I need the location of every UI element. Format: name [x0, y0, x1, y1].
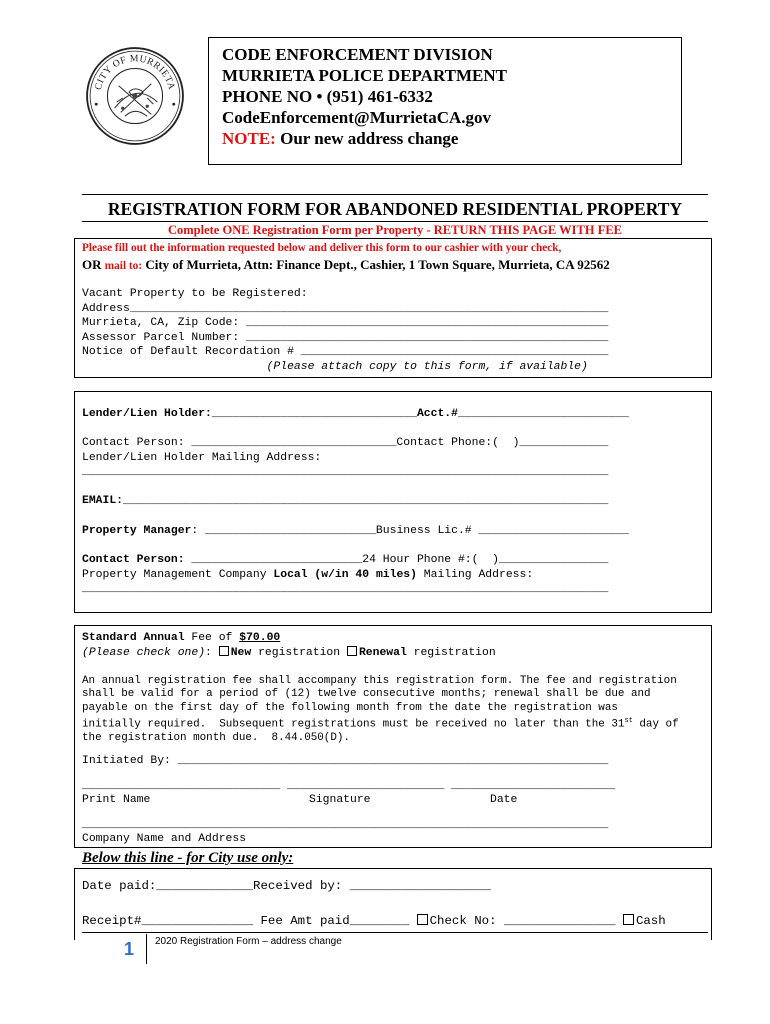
email-row[interactable] — [82, 494, 608, 509]
instructions-line1: Please fill out the information requested below and deliver this form to our cashier with your check, — [82, 242, 562, 254]
new-registration-label: registration — [251, 647, 347, 659]
check-no-field[interactable]: Check No: _______________ — [429, 914, 623, 928]
fee-paragraph-line4-end: day of — [632, 718, 679, 731]
svg-text:CITY OF MURRIETA: CITY OF MURRIETA — [92, 53, 178, 92]
footer-text: 2020 Registration Form – address change — [155, 936, 342, 947]
form-title: REGISTRATION FORM FOR ABANDONED RESIDENTIAL PROPERTY — [107, 199, 683, 219]
pm-contact-label: Contact Person: — [82, 554, 185, 566]
check-one-row — [82, 646, 496, 661]
renewal-label: Renewal — [358, 647, 407, 659]
lender-contact-field[interactable]: Contact Person: ______________________________Contact Phone:( )_____________ — [82, 437, 609, 449]
fee-paragraph-line1: An annual registration fee shall accompany this registration form. The fee and registration — [82, 675, 677, 687]
lender-mailing-line[interactable]: _____________________________________________________________________________ — [82, 466, 609, 478]
lender-mailing-label: Lender/Lien Holder Mailing Address: — [82, 451, 322, 464]
instr-or: OR — [82, 257, 105, 272]
address-field[interactable]: Address______________________________________________________________________ — [82, 302, 609, 315]
initiated-by-field[interactable]: Initiated By: _______________________________________________________________ — [82, 755, 609, 767]
lender-holder-line[interactable]: ______________________________ — [211, 408, 417, 420]
pm-mailing-label: Mailing Address: — [416, 568, 534, 581]
acct-label: Acct.# — [416, 408, 458, 420]
instr-mail-to: mail to: — [104, 260, 143, 272]
title-bottom-rule — [82, 221, 708, 222]
email-label: EMAIL: — [82, 495, 124, 507]
fee-paragraph-sup: st — [624, 716, 633, 725]
city-row1[interactable]: Date paid:_____________Received by: ___________________ — [82, 879, 491, 893]
fee-paragraph-line5: the registration month due. 8.44.050(D). — [82, 731, 350, 744]
check-one-colon: : — [205, 647, 219, 659]
header-email: CodeEnforcement@MurrietaCA.gov — [222, 108, 492, 127]
date-label: Date — [490, 794, 518, 806]
fee-amount: $70.00 — [239, 632, 281, 644]
pm-company-row — [82, 568, 533, 583]
footer-divider — [146, 934, 147, 964]
receipt-fee-fields[interactable]: Receipt#_______________ Fee Amt paid________ — [82, 914, 417, 928]
header-note — [222, 128, 458, 149]
check-no-checkbox[interactable] — [417, 914, 428, 925]
pm-company-label: Property Management Company — [82, 568, 274, 581]
lender-holder-row[interactable] — [82, 407, 629, 422]
default-recordation-field[interactable]: Notice of Default Recordation # _____________________________________________ — [82, 346, 609, 358]
form-subtitle: Complete ONE Registration Form per Property - RETURN THIS PAGE WITH FEE — [167, 223, 623, 237]
fee-paragraph — [82, 675, 679, 745]
email-line[interactable]: _______________________________________________________________________ — [123, 495, 609, 507]
attach-copy-note: (Please attach copy to this form, if available) — [82, 360, 588, 373]
new-label: New — [230, 647, 252, 659]
standard-annual-label: Standard Annual — [82, 632, 185, 644]
header-phone: PHONE NO • (951) 461-6332 — [222, 87, 433, 106]
note-label: NOTE: — [222, 129, 276, 148]
fee-paragraph-line3: payable on the first day of the following month from the date the registration was — [82, 701, 618, 714]
renewal-registration-label: registration — [406, 647, 496, 659]
header-department: MURRIETA POLICE DEPARTMENT — [222, 66, 507, 85]
pm-contact-line[interactable]: _________________________24 Hour Phone #:( )________________ — [184, 554, 609, 566]
print-name-label: Print Name — [82, 794, 151, 806]
pm-local-label: Local (w/in 40 miles) — [273, 568, 417, 581]
city-use-heading: Below this line - for City use only: — [82, 850, 294, 866]
footer-rule — [82, 932, 708, 933]
fee-paragraph-line2: shall be valid for a period of (12) twelve consecutive months; renewal shall be due and — [82, 688, 651, 701]
property-manager-label: Property Manager — [82, 525, 192, 537]
check-one-label: (Please check one) — [82, 647, 206, 659]
cash-checkbox[interactable] — [623, 914, 634, 925]
note-text: Our new address change — [275, 129, 459, 148]
lender-holder-label: Lender/Lien Holder: — [82, 408, 212, 420]
instr-address: City of Murrieta, Attn: Finance Dept., Cashier, 1 Town Square, Murrieta, CA 92562 — [142, 257, 610, 272]
fee-of-label: Fee of — [184, 632, 240, 644]
signature-label: Signature — [309, 794, 371, 806]
company-line[interactable]: _____________________________________________________________________________ — [82, 819, 609, 831]
city-seal-logo — [84, 45, 186, 147]
fee-paragraph-line4: initially required. Subsequent registrations must be received no later than the 31 — [82, 718, 625, 731]
header-division: CODE ENFORCEMENT DIVISION — [222, 45, 493, 64]
city-row2[interactable] — [82, 914, 666, 929]
signature-lines[interactable]: _____________________________ _______________________ ________________________ — [82, 780, 616, 792]
acct-line[interactable]: _________________________ — [457, 408, 629, 420]
pm-contact-row[interactable] — [82, 553, 608, 568]
property-label: Vacant Property to be Registered: — [82, 288, 308, 300]
pm-company-line[interactable]: _____________________________________________________________________________ — [82, 583, 609, 595]
fee-row — [82, 631, 280, 646]
page-number: 1 — [124, 939, 135, 959]
title-top-rule — [82, 194, 708, 195]
renewal-checkbox[interactable] — [347, 646, 357, 656]
property-manager-row[interactable] — [82, 524, 629, 539]
cash-label: Cash — [635, 914, 666, 928]
property-manager-line[interactable]: : _________________________Business Lic.# ______________________ — [191, 525, 629, 537]
new-checkbox[interactable] — [219, 646, 229, 656]
zip-code-field[interactable]: Murrieta, CA, Zip Code: _____________________________________________________ — [82, 317, 609, 329]
parcel-number-field[interactable]: Assessor Parcel Number: _____________________________________________________ — [82, 331, 609, 344]
instructions-line2 — [82, 257, 610, 274]
company-label: Company Name and Address — [82, 833, 247, 845]
